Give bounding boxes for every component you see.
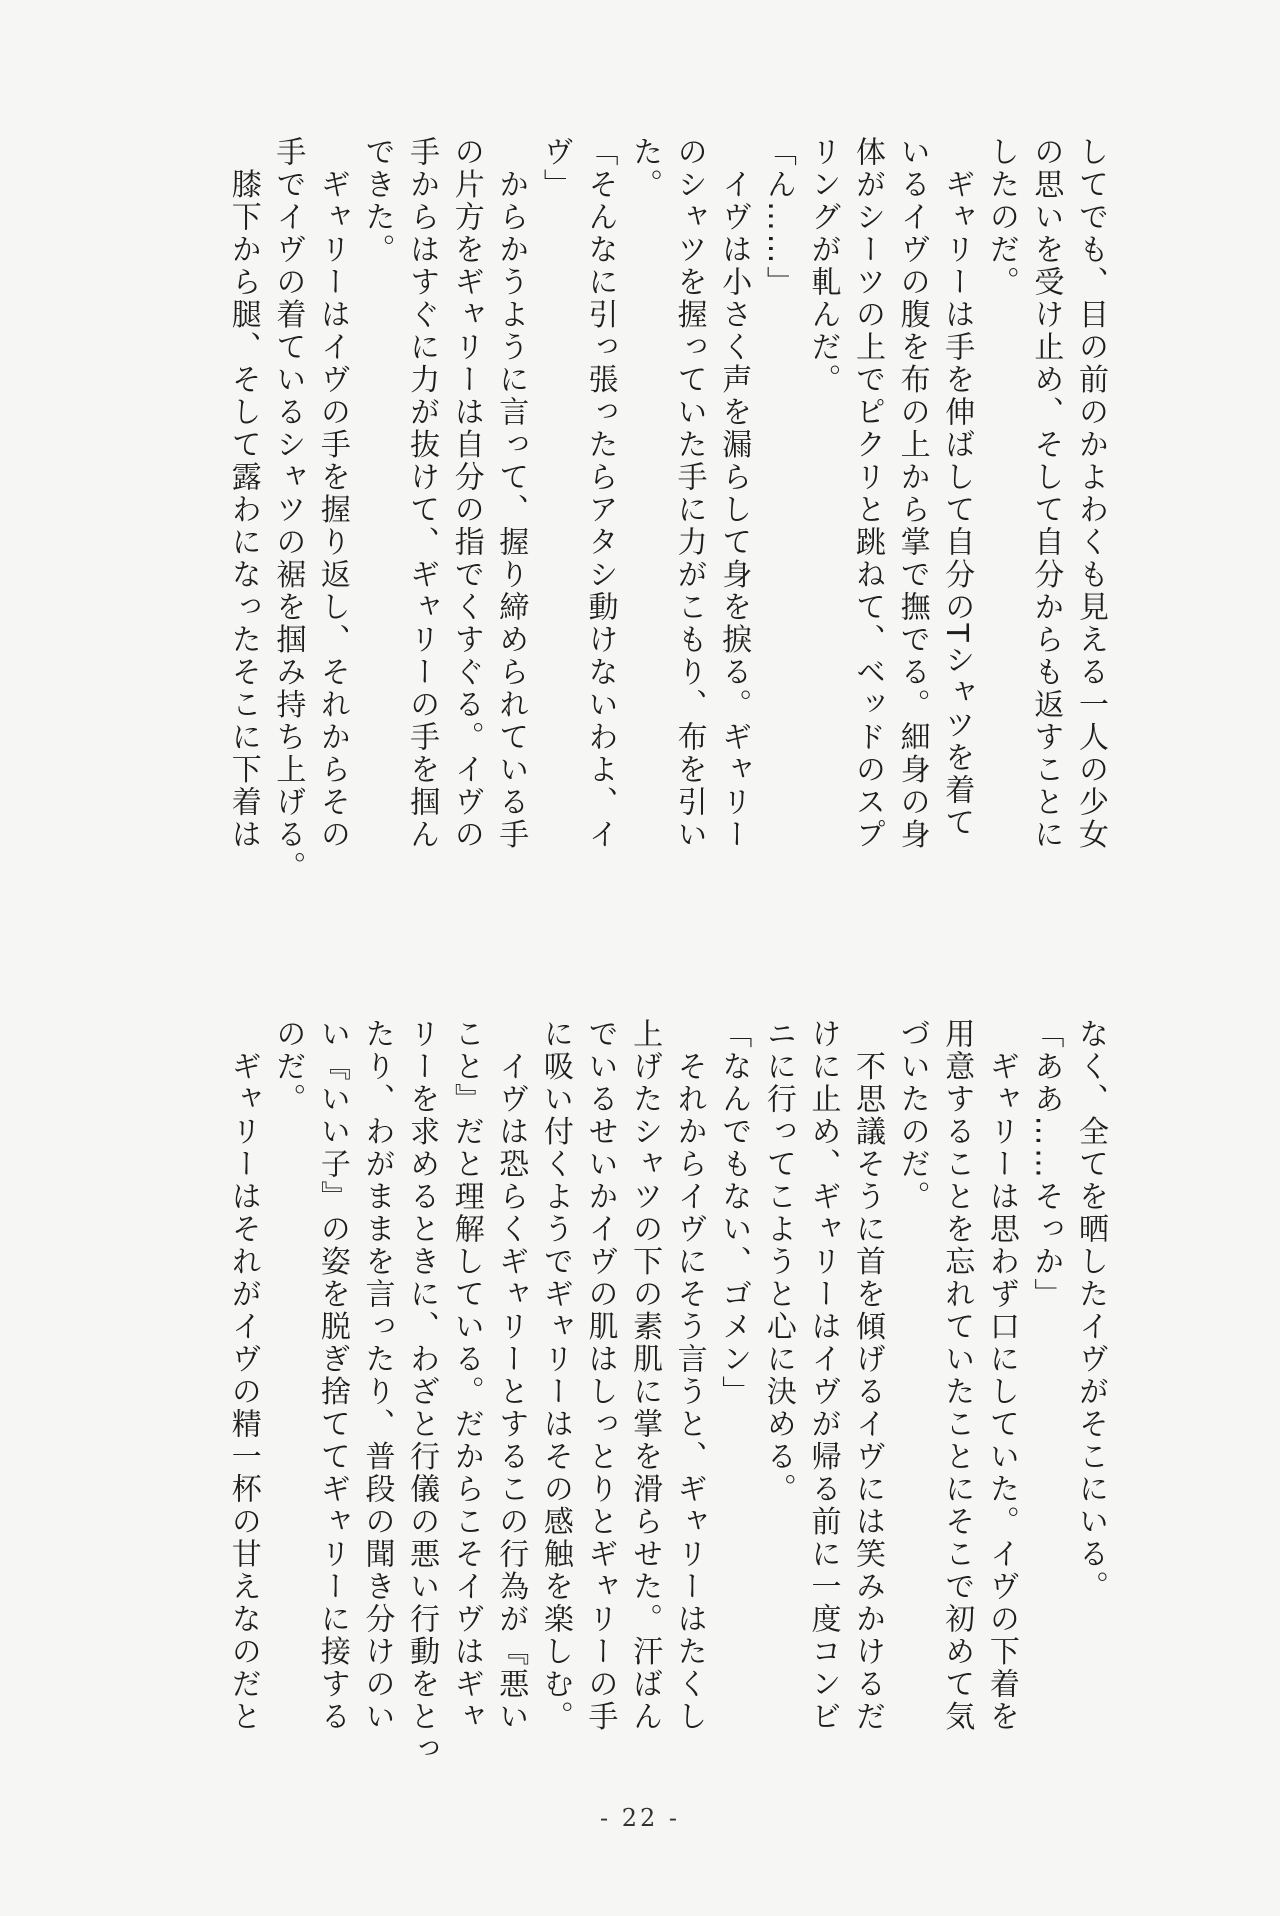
- text-column: ギャリーはそれがイヴの精一杯の甘えなのだと: [225, 1018, 261, 1733]
- text-column: からかうように言って、握り締められている手: [493, 136, 529, 851]
- text-column: イヴは恐らくギャリーとするこの行為が『悪い: [493, 1018, 529, 1733]
- text-column: づいたのだ。: [894, 1018, 930, 1213]
- text-column: 「なんでもない、ゴメン」: [716, 1018, 752, 1408]
- text-column: 「ん……」: [760, 136, 796, 299]
- text-column: たり、わがままを言ったり、普段の聞き分けのい: [359, 1018, 395, 1733]
- text-column: 体がシーツの上でピクリと跳ねて、ベッドのスプ: [850, 136, 886, 851]
- page-number: - 22 -: [599, 1804, 680, 1832]
- text-column: に吸い付くようでギャリーはその感触を楽しむ。: [537, 1018, 573, 1733]
- text-column: の片方をギャリーは自分の指でくすぐる。イヴの: [448, 136, 484, 851]
- text-column: 手でイヴの着ているシャツの裾を掴み持ち上げる。: [270, 136, 306, 884]
- text-column: してでも、目の前のかよわくも見える一人の少女: [1073, 136, 1108, 851]
- text-column: 膝下から腿、そして露わになったそこに下着は: [225, 136, 261, 851]
- text-column: リングが軋んだ。: [805, 136, 841, 396]
- text-column: でいるせいかイヴの肌はしっとりとギャリーの手: [582, 1018, 618, 1733]
- text-column: ギャリーは思わず口にしていた。イヴの下着を: [983, 1018, 1019, 1733]
- lower-text-block: [220, 1018, 1112, 1766]
- text-column: けに止め、ギャリーはイヴが帰る前に一度コンビ: [805, 1018, 841, 1733]
- text-column: 用意することを忘れていたことにそこで初めて気: [939, 1018, 975, 1733]
- upper-text-block: [220, 136, 1112, 884]
- text-column: のシャツを握っていた手に力がこもり、布を引い: [671, 136, 707, 851]
- text-column: それからイヴにそう言うと、ギャリーはたくし: [671, 1018, 707, 1733]
- text-column: イヴは小さく声を漏らして身を捩る。ギャリー: [716, 136, 752, 851]
- text-column: 上げたシャツの下の素肌に掌を滑らせた。汗ばん: [627, 1018, 663, 1733]
- text-column: ニに行ってこようと心に決める。: [760, 1018, 796, 1506]
- text-column: の思いを受け止め、そして自分からも返すことに: [1028, 136, 1064, 851]
- text-column: 「ああ……そっか」: [1028, 1018, 1064, 1311]
- text-column: なく、全てを晒したイヴがそこにいる。: [1073, 1018, 1108, 1603]
- text-column: いるイヴの腹を布の上から掌で撫でる。細身の身: [894, 136, 930, 851]
- text-column: のだ。: [270, 1018, 306, 1116]
- text-column: ヴ」: [537, 136, 573, 201]
- text-column: い『いい子』の姿を脱ぎ捨ててギャリーに接する: [314, 1018, 350, 1733]
- text-column: 「そんなに引っ張ったらアタシ動けないわよ、イ: [582, 136, 618, 851]
- text-column: 手からはすぐに力が抜けて、ギャリーの手を掴ん: [404, 136, 440, 851]
- text-column: ギャリーは手を伸ばして自分のTシャツを着て: [939, 136, 975, 840]
- text-column: できた。: [359, 136, 395, 266]
- text-column: したのだ。: [983, 136, 1019, 299]
- text-column: ギャリーはイヴの手を握り返し、それからその: [314, 136, 350, 851]
- text-column: た。: [627, 136, 663, 201]
- text-column: 不思議そうに首を傾げるイヴには笑みかけるだ: [850, 1018, 886, 1733]
- text-column: こと』だと理解している。だからこそイヴはギャ: [448, 1018, 484, 1733]
- text-column: リーを求めるときに、わざと行儀の悪い行動をとっ: [404, 1018, 440, 1766]
